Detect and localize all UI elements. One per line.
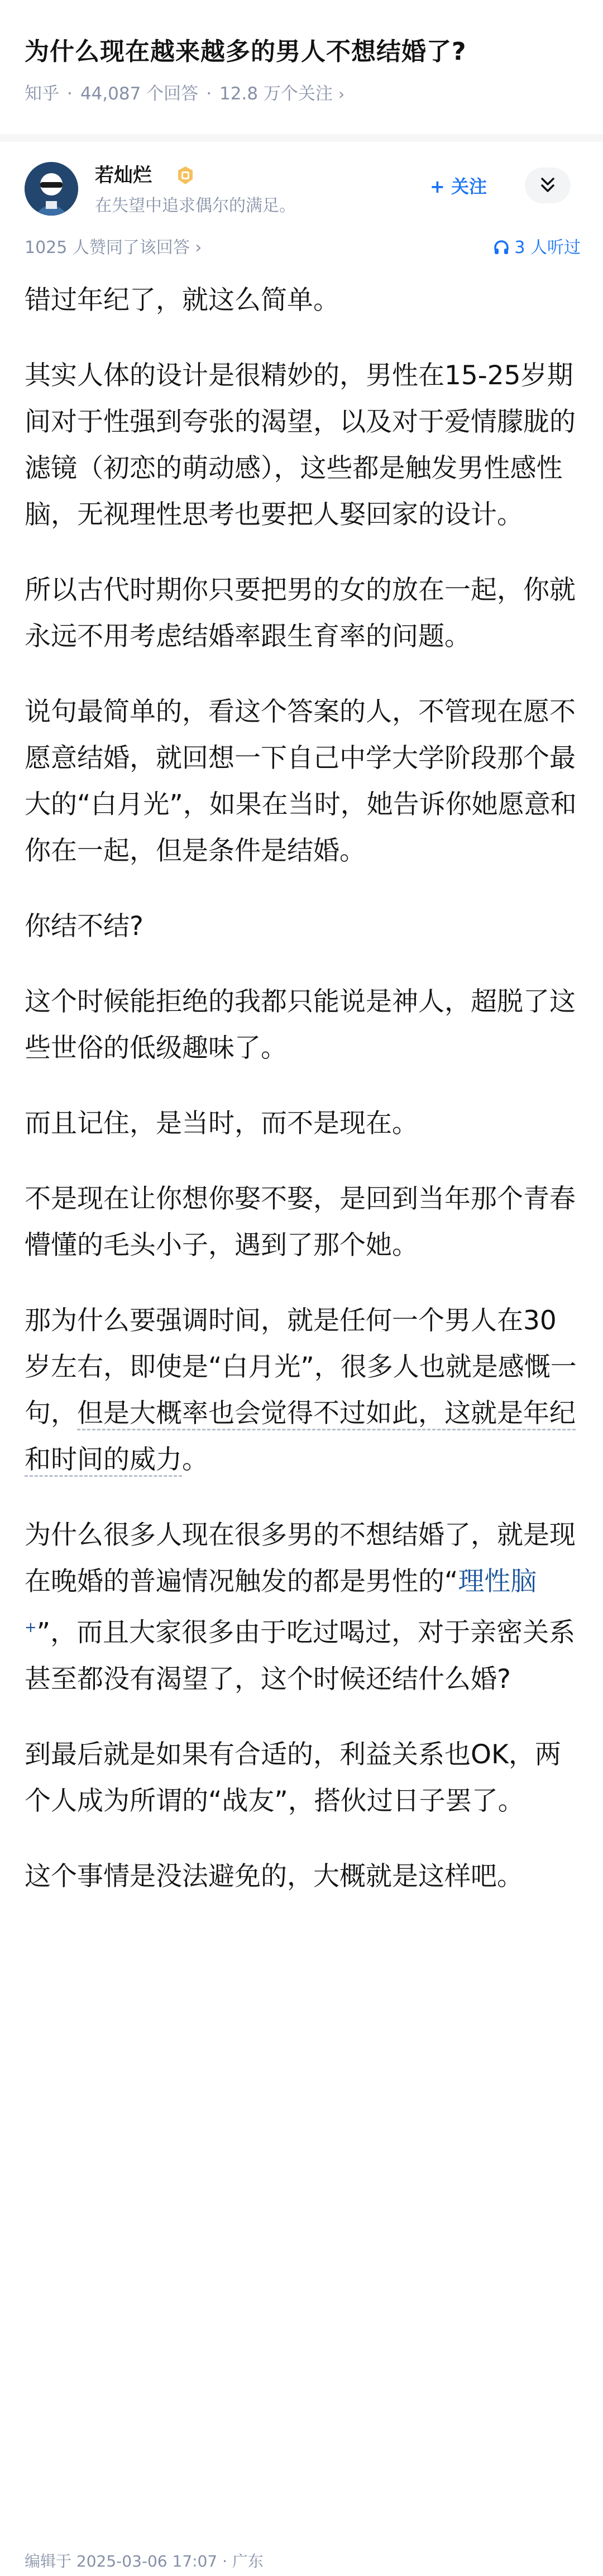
paragraph bbox=[25, 1512, 581, 1702]
highlighted-text[interactable]: 但是大概率也会觉得不过如此，这就是年纪和时间的威力 bbox=[25, 1398, 576, 1477]
listen-button[interactable] bbox=[493, 235, 581, 261]
section-divider bbox=[0, 134, 603, 142]
keyword-link[interactable]: 理性脑 bbox=[458, 1566, 537, 1597]
paragraph-text: 为什么很多人现在很多男的不想结婚了，就是现在晚婚的普遍情况触发的都是男性的“ bbox=[25, 1520, 576, 1597]
paragraph: 而且记住，是当时，而不是现在。 bbox=[25, 1108, 418, 1139]
paragraph: 错过年纪了，就这么简单。 bbox=[25, 285, 339, 316]
paragraph: 其实人体的设计是很精妙的，男性在15-25岁期间对于性强到夸张的渴望，以及对于爱情朦胧的滤镜（初恋的萌动感），这些都是触发男性感性脑，无视理性思考也要把人娶回家的设计。 bbox=[25, 360, 576, 530]
separator-dot: · bbox=[67, 84, 73, 104]
search-link-icon: + bbox=[25, 1619, 37, 1636]
answers-count: 44,087 个回答 bbox=[80, 84, 199, 104]
avatar-image bbox=[25, 162, 78, 216]
paragraph: 所以古代时期你只要把男的女的放在一起，你就永远不用考虑结婚率跟生育率的问题。 bbox=[25, 575, 576, 652]
paragraph: 你结不结? bbox=[25, 911, 143, 942]
paragraph: 这个事情是没法避免的，大概就是这样吧。 bbox=[25, 1861, 523, 1892]
paragraph: 到最后就是如果有合适的，利益关系也OK，两个人成为所谓的“战友”，搭伙过日子罢了。 bbox=[25, 1739, 561, 1816]
source-label: 知乎 bbox=[25, 84, 59, 104]
edit-timestamp: 编辑于 2025-03-06 17:07 · 广东 bbox=[25, 2552, 264, 2570]
creator-badge-icon bbox=[175, 165, 195, 185]
followers-count: 12.8 万个关注 bbox=[219, 84, 333, 104]
upvote-count: 1025 人赞同了该回答 bbox=[25, 238, 190, 257]
paragraph: 这个时候能拒绝的我都只能说是神人，超脱了这些世俗的低级趣味了。 bbox=[25, 986, 576, 1063]
upvote-summary[interactable] bbox=[25, 235, 202, 261]
question-meta[interactable] bbox=[25, 82, 344, 107]
paragraph bbox=[25, 1297, 581, 1483]
follow-button[interactable]: + 关注 bbox=[430, 176, 487, 197]
paragraph-text: 那为什么要强调时间，就是任何一个男人在30岁左右，即使是“白月光”，很多人也就是感慨一句， bbox=[25, 1305, 577, 1429]
chevron-right-icon: › bbox=[189, 238, 202, 257]
author-name[interactable]: 若灿烂 bbox=[95, 164, 152, 187]
listener-count: 3 人听过 bbox=[514, 238, 581, 257]
author-bio: 在失望中追求偶尔的满足。 bbox=[95, 196, 296, 216]
paragraph-text: ”，而且大家很多由于吃过喝过，对于亲密关系甚至都没有渴望了，这个时候还结什么婚? bbox=[25, 1617, 576, 1695]
more-button[interactable] bbox=[525, 168, 571, 203]
paragraph-text: 。 bbox=[182, 1444, 208, 1475]
answer-stats bbox=[25, 235, 581, 261]
avatar[interactable] bbox=[25, 162, 78, 216]
paragraph: 不是现在让你想你娶不娶，是回到当年那个青春懵懂的毛头小子，遇到了那个她。 bbox=[25, 1184, 576, 1261]
double-chevron-down-icon bbox=[525, 168, 571, 203]
headphones-icon bbox=[493, 239, 510, 256]
chevron-right-icon: › bbox=[338, 85, 345, 103]
answer-content bbox=[25, 277, 581, 1929]
question-title[interactable]: 为什么现在越来越多的男人不想结婚了? bbox=[25, 37, 467, 66]
separator-dot: · bbox=[206, 84, 212, 104]
paragraph: 说句最简单的，看这个答案的人，不管现在愿不愿意结婚，就回想一下自己中学大学阶段那个最大的“白月光”，如果在当时，她告诉你她愿意和你在一起，但是条件是结婚。 bbox=[25, 697, 577, 866]
